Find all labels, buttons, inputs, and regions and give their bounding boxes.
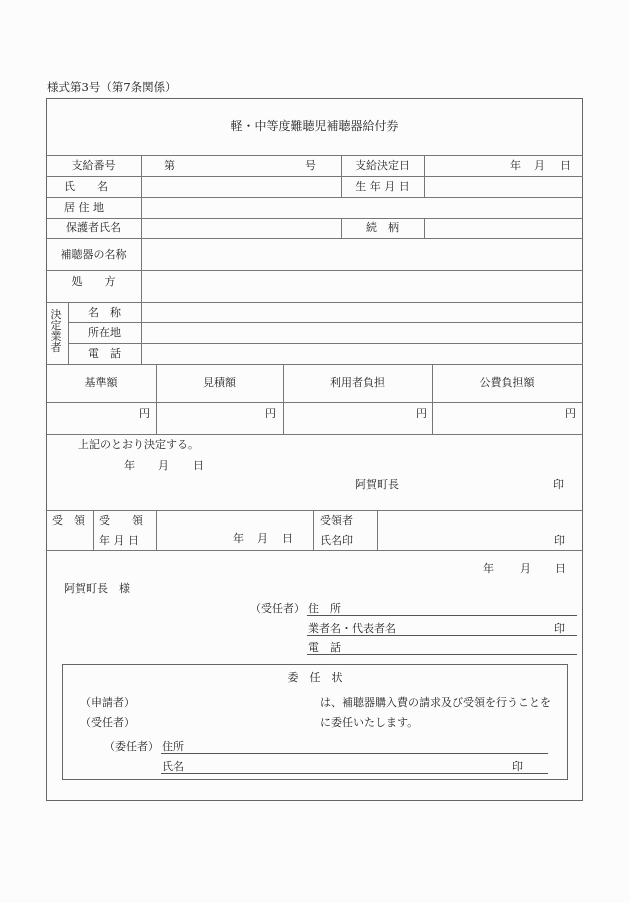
guardian-field[interactable] [142,219,341,238]
device-name-field[interactable] [142,239,582,270]
receipt-date-label-1: 受 領 [99,514,143,527]
proxy-text-line1: は、補聴器購入費の請求及び受領を行うことを [320,696,551,709]
vendor-name-label: 名 称 [88,306,121,319]
device-name-label: 補聴器の名称 [60,248,127,261]
decision-date-month: 月 [534,159,545,172]
vendor-name-field[interactable] [142,303,582,322]
relation-label: 続 柄 [366,221,399,234]
claim-address-line[interactable] [307,615,577,616]
amount-user-burden-field[interactable] [284,403,432,434]
receipt-date-label-2: 年 月 日 [99,534,139,547]
divider [46,550,583,551]
decision-year: 年 [124,459,135,472]
claim-phone-label: 電 話 [308,641,341,654]
vendor-phone-label: 電 話 [88,347,121,360]
receipt-label: 受 領 [52,514,85,527]
receipt-year: 年 [233,532,244,545]
address-field[interactable] [142,198,582,218]
claim-company-label: 業者名・代表者名 [308,622,396,635]
mayor-label: 阿賀町長 [355,478,399,491]
claim-phone-line[interactable] [307,654,577,655]
claim-year: 年 [483,562,494,575]
decision-date-year: 年 [510,159,521,172]
divider [46,364,583,365]
address-label: 居 住 地 [64,201,104,214]
proxy-title: 委 任 状 [287,671,343,684]
name-field[interactable] [142,177,341,197]
claim-address-label: 住 所 [308,602,341,615]
amount-header-standard: 基準額 [84,376,118,389]
amount-header-estimate: 見積額 [203,376,236,389]
seal-mark: 印 [554,534,565,547]
guardian-label: 保護者氏名 [66,221,121,234]
amount-header-user-burden: 利用者負担 [330,376,385,389]
birthdate-field[interactable] [425,177,582,197]
form-label: 様式第3号（第7条関係） [47,80,177,94]
decision-date-field[interactable] [425,156,582,176]
receipt-day: 日 [282,532,293,545]
payment-no-suffix: 号 [305,159,316,172]
proxy-delegator-label: （委任者） [104,740,159,753]
proxy-address-line[interactable] [161,753,548,754]
name-label: 氏 名 [64,180,108,193]
proxy-address-label: 住所 [162,740,184,753]
decision-day: 日 [193,459,204,472]
proxy-name-label: 氏名 [162,760,184,773]
claim-day: 日 [555,562,566,575]
birthdate-label: 生 年 月 日 [355,180,410,193]
proxy-name-line[interactable] [161,773,548,774]
form-title: 軽・中等度難聴児補聴器給付券 [230,119,399,133]
recipient-seal-field[interactable] [378,511,582,550]
claim-addressee: 阿賀町長 様 [64,582,130,595]
divider [313,510,314,550]
relation-field[interactable] [425,219,582,238]
recipient-label-1: 受領者 [320,514,353,527]
vendor-group-label: 決定業者 [50,308,62,354]
amount-header-public-burden: 公費負担額 [479,376,535,389]
amount-public-burden-field[interactable] [433,403,582,434]
seal-mark: 印 [512,760,523,773]
divider [46,434,583,435]
yen-unit: 円 [139,407,150,420]
prescription-field[interactable] [142,271,582,302]
proxy-text-line2: に委任いたします。 [320,716,419,729]
seal-mark: 印 [553,478,564,491]
vendor-address-label: 所在地 [88,326,121,339]
yen-unit: 円 [265,407,276,420]
yen-unit: 円 [565,407,576,420]
decision-statement: 上記のとおり決定する。 [78,438,199,451]
claim-agent-label: （受任者） [250,602,305,615]
claim-company-line[interactable] [307,635,577,636]
decision-date-label: 支給決定日 [355,159,410,172]
payment-no-prefix: 第 [164,159,175,172]
claim-month: 月 [520,562,531,575]
payment-no-label: 支給番号 [71,159,116,172]
decision-month: 月 [158,459,169,472]
receipt-month: 月 [257,532,268,545]
divider [93,510,94,550]
vendor-address-field[interactable] [142,323,582,343]
recipient-label-2: 氏名印 [320,534,353,547]
decision-date-day: 日 [560,159,571,172]
seal-mark: 印 [554,622,565,635]
proxy-agent-label: （受任者） [80,716,135,729]
proxy-applicant-label: （申請者） [80,696,135,709]
vendor-phone-field[interactable] [142,344,582,364]
prescription-label: 処 方 [71,275,116,288]
yen-unit: 円 [416,407,427,420]
